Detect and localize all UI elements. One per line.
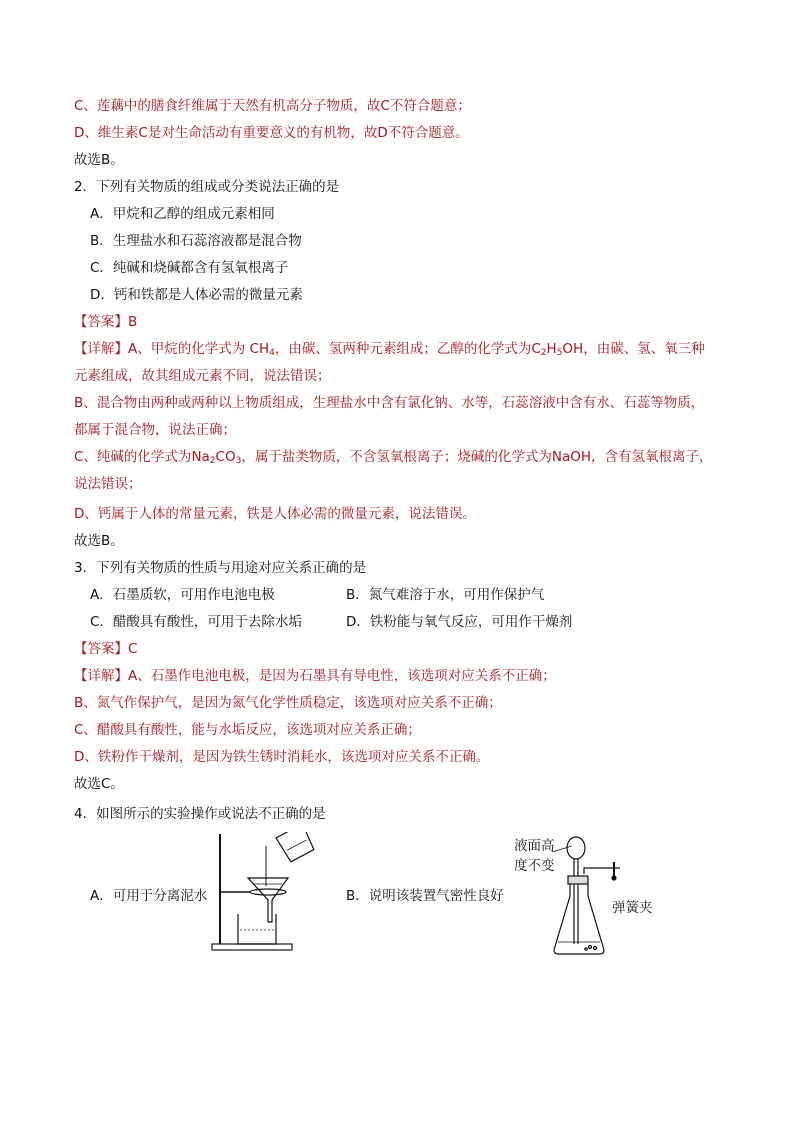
detail-text: ，含有氢氧根离子，: [591, 449, 713, 465]
pouring-beaker: [276, 832, 316, 863]
answer-value: C: [128, 641, 138, 657]
formula-na2co3: [191, 449, 241, 465]
funnel: [248, 878, 288, 922]
q3-conclusion: 故选C。: [74, 776, 124, 792]
q2-option-b: B．生理盐水和石蕊溶液都是混合物: [90, 233, 302, 249]
q3-stem: 3．下列有关物质的性质与用途对应关系正确的是: [74, 560, 367, 576]
q2-detail-c-cont: 说法错误；: [74, 476, 142, 492]
stand-base: [212, 944, 292, 950]
q3-option-b: B．氮气难溶于水，可用作保护气: [346, 587, 545, 603]
answer-value: B: [128, 314, 138, 330]
q2-option-c: C．纯碱和烧碱都含有氢氧根离子: [90, 260, 289, 276]
q1-detail-d: D、维生素C是对生命活动有重要意义的有机物，故D不符合题意。: [74, 125, 469, 141]
detail-text: A、甲烷的化学式为: [128, 341, 246, 357]
gas-tightness-apparatus-figure: [550, 834, 634, 958]
q2-option-a: A．甲烷和乙醇的组成元素相同: [90, 206, 275, 222]
formula-sub: 2: [540, 348, 547, 358]
q2-conclusion: 故选B。: [74, 533, 124, 549]
formula-part: Na: [191, 449, 210, 465]
answer-tag: 【答案】: [74, 314, 128, 330]
formula-sub: 4: [269, 348, 275, 358]
q2-detail-a-cont: 元素组成，故其组成元素不同，说法错误；: [74, 368, 331, 384]
filtration-apparatus-figure: [210, 832, 320, 956]
q2-detail-b-1: B、混合物由两种或两种以上物质组成，生理盐水中含有氯化钠、水等，石蕊溶液中含有水、石蕊等物质，: [74, 395, 705, 411]
q2-detail-d: D、钙属于人体的常量元素，铁是人体必需的微量元素，说法错误。: [74, 506, 476, 522]
label-spring-clamp: 弹簧夹: [612, 900, 653, 916]
thistle-funnel-bulb: [567, 837, 585, 859]
formula-ch4: [250, 341, 275, 357]
q2-detail-a: [74, 339, 705, 363]
detail-text: ，由碳、氢、氧三种: [583, 341, 705, 357]
q3-detail-c: C、醋酸具有酸性，能与水垢反应，该选项对应关系正确；: [74, 722, 421, 738]
formula-part: CH: [249, 341, 270, 357]
conical-flask: [554, 884, 604, 954]
formula-sub: 2: [209, 456, 216, 466]
q3-detail-b: B、氮气作保护气，是因为氮气化学性质稳定，该选项对应关系不正确；: [74, 695, 502, 711]
q2-answer: [74, 312, 137, 332]
rubber-stopper: [568, 876, 588, 884]
formula-part: C: [531, 341, 541, 357]
detail-text: ，由碳、氢两种元素组成；乙醇的化学式为: [274, 341, 532, 357]
q3-answer: [74, 639, 137, 659]
formula-naoh: NaOH: [551, 449, 591, 465]
formula-sub: 3: [235, 456, 242, 466]
label-liquid-level-2: 度不变: [514, 858, 555, 874]
formula-sub: 5: [556, 348, 563, 358]
q3-detail-d: D、铁粉作干燥剂，是因为铁生锈时消耗水，该选项对应关系不正确。: [74, 749, 490, 765]
formula-part: CO: [215, 449, 236, 465]
receiving-beaker: [238, 914, 276, 944]
q3-option-d: D．铁粉能与氧气反应，可用作干燥剂: [346, 614, 573, 630]
formula-ethanol: [531, 341, 583, 357]
q2-detail-b-2: 都属于混合物，说法正确；: [74, 422, 236, 438]
q3-option-a: A．石墨质软，可用作电池电极: [90, 587, 275, 603]
answer-tag: 【答案】: [74, 641, 128, 657]
detail-text: A、石墨作电池电极，是因为石墨具有导电性，该选项对应关系不正确；: [128, 668, 556, 684]
detail-text: C、纯碱的化学式为: [74, 449, 192, 465]
ring: [250, 889, 286, 895]
q2-option-d: D．钙和铁都是人体必需的微量元素: [90, 287, 303, 303]
q1-detail-c: C、莲藕中的膳食纤维属于天然有机高分子物质，故C不符合题意；: [74, 98, 471, 114]
q2-stem: 2．下列有关物质的组成或分类说法正确的是: [74, 179, 340, 195]
q2-detail-c: [74, 447, 713, 471]
detail-tag: 【详解】: [74, 668, 128, 684]
detail-tag: 【详解】: [74, 341, 128, 357]
formula-part: OH: [562, 341, 584, 357]
q3-detail-a: [74, 666, 556, 686]
q4-option-a: A．可用于分离泥水: [90, 888, 208, 904]
detail-text: ，属于盐类物质，不含氢氧根离子；烧碱的化学式为: [241, 449, 552, 465]
label-liquid-level-1: 液面高: [514, 838, 555, 854]
q3-option-c: C．醋酸具有酸性，可用于去除水垢: [90, 614, 302, 630]
formula-part: H: [546, 341, 557, 357]
q1-conclusion: 故选B。: [74, 152, 124, 168]
q4-option-b: B．说明该装置气密性良好: [346, 888, 504, 904]
q4-stem: 4．如图所示的实验操作或说法不正确的是: [74, 806, 326, 822]
